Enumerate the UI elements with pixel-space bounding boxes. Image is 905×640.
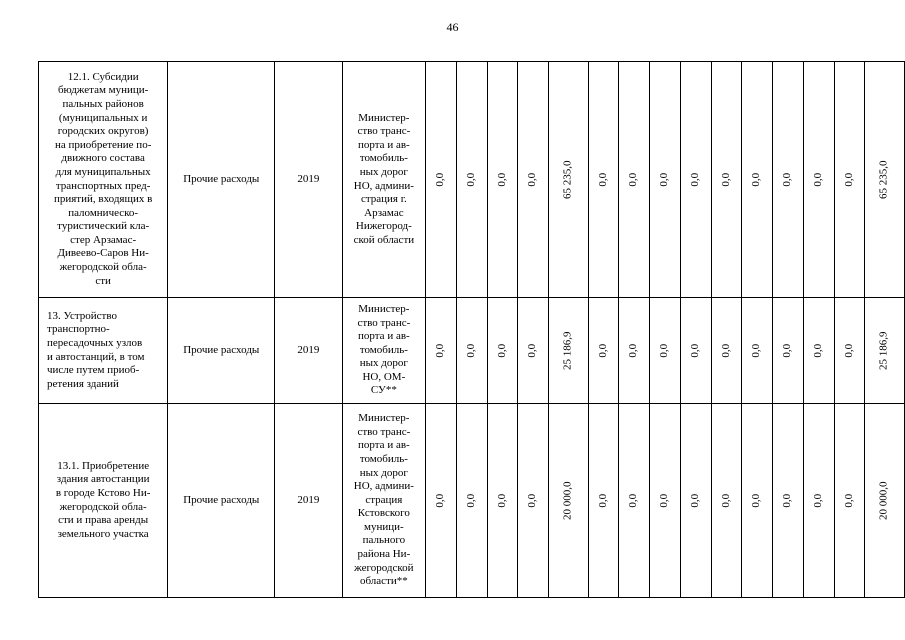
cell-value: 0,0 [619, 404, 650, 598]
responsible-line: ство транс- [357, 316, 411, 329]
name-line: пересадочных узлов [47, 336, 143, 349]
name-line: здания автостанции [56, 473, 150, 486]
cell-total: 25 186,9 [865, 298, 905, 404]
responsible-line: ство транс- [357, 425, 411, 438]
name-line: городских округов) [57, 125, 149, 138]
cell-value: 0,0 [773, 62, 804, 298]
responsible-line: ных дорог [359, 357, 408, 370]
cell-total: 65 235,0 [865, 62, 905, 298]
cell-responsible [342, 62, 426, 298]
cell-value: 0,0 [518, 62, 549, 298]
cell-value: 0,0 [711, 62, 742, 298]
cell-value: 0,0 [680, 62, 711, 298]
cell-name [39, 404, 168, 598]
cell-expense-type: Прочие расходы [168, 298, 275, 404]
cell-value: 0,0 [426, 404, 457, 598]
cell-value: 0,0 [588, 62, 619, 298]
name-line: ретения зданий [47, 377, 119, 390]
cell-value: 0,0 [588, 298, 619, 404]
responsible-line: НО, админи- [353, 480, 414, 493]
responsible-line: ных дорог [359, 165, 408, 178]
name-line: 13.1. Приобретение [57, 459, 150, 472]
cell-name [39, 62, 168, 298]
cell-expense-type: Прочие расходы [168, 404, 275, 598]
responsible-line: ской области [353, 233, 415, 246]
name-line: земельного участка [57, 527, 149, 540]
responsible-line: ство транс- [357, 125, 411, 138]
cell-value: 0,0 [711, 298, 742, 404]
cell-value: 0,0 [834, 298, 865, 404]
responsible-line: Кстовского [357, 507, 410, 520]
name-line: 12.1. Субсидии [67, 70, 139, 83]
cell-year: 2019 [275, 404, 342, 598]
name-line: паломническо- [68, 206, 139, 219]
cell-value: 0,0 [803, 62, 834, 298]
name-line: стер Арзамас- [70, 233, 137, 246]
cell-value: 0,0 [742, 62, 773, 298]
responsible-line: Нижегород- [355, 220, 412, 233]
cell-value: 0,0 [619, 62, 650, 298]
cell-name [39, 298, 168, 404]
table-row [39, 298, 905, 404]
cell-value: 0,0 [487, 298, 518, 404]
cell-total: 20 000,0 [865, 404, 905, 598]
cell-value: 0,0 [803, 298, 834, 404]
cell-value: 0,0 [650, 404, 681, 598]
cell-year: 2019 [275, 298, 342, 404]
name-line: пальных районов [62, 97, 144, 110]
responsible-line: томобиль- [359, 152, 408, 165]
responsible-line: ных дорог [359, 466, 408, 479]
responsible-line: порта и ав- [358, 138, 410, 151]
cell-value: 0,0 [834, 62, 865, 298]
cell-value: 0,0 [456, 298, 487, 404]
cell-year: 2019 [275, 62, 342, 298]
cell-value: 0,0 [518, 404, 549, 598]
cell-value: 0,0 [742, 298, 773, 404]
cell-responsible [342, 404, 426, 598]
cell-value: 0,0 [711, 404, 742, 598]
cell-value: 0,0 [680, 404, 711, 598]
name-line: жегородской обла- [59, 500, 147, 513]
cell-value: 0,0 [456, 62, 487, 298]
table-row [39, 404, 905, 598]
name-line: числе путем приоб- [47, 364, 140, 377]
name-line: для муниципальных [55, 165, 151, 178]
name-line: приятий, входящих в [53, 193, 153, 206]
cell-value: 0,0 [619, 298, 650, 404]
cell-value: 0,0 [487, 62, 518, 298]
cell-value: 65 235,0 [549, 62, 589, 298]
responsible-line: Министер- [358, 302, 410, 315]
responsible-line: Министер- [358, 111, 410, 124]
cell-value: 0,0 [773, 298, 804, 404]
responsible-line: порта и ав- [358, 439, 410, 452]
responsible-line: страция г. [360, 193, 407, 206]
budget-table [38, 61, 905, 598]
name-line: на приобретение по- [54, 138, 152, 151]
responsible-line: порта и ав- [358, 330, 410, 343]
responsible-line: области** [359, 575, 408, 588]
responsible-line: НО, ОМ- [362, 370, 406, 383]
cell-value: 0,0 [680, 298, 711, 404]
responsible-line: томобиль- [359, 343, 408, 356]
name-line: сти [95, 274, 111, 287]
name-line: 13. Устройство [47, 309, 117, 322]
responsible-line: СУ** [370, 384, 397, 397]
cell-responsible [342, 298, 426, 404]
cell-value: 0,0 [834, 404, 865, 598]
name-line: (муниципальных и [58, 111, 148, 124]
page-number: 46 [446, 20, 459, 34]
responsible-line: томобиль- [359, 452, 408, 465]
name-line: туристический кла- [57, 220, 150, 233]
table-row [39, 62, 905, 298]
name-line: жегородской обла- [59, 261, 147, 274]
name-line: и автостанций, в том [47, 350, 145, 363]
responsible-line: НО, админи- [353, 179, 414, 192]
cell-value: 20 000,0 [549, 404, 589, 598]
cell-value: 0,0 [456, 404, 487, 598]
responsible-line: Арзамас [364, 206, 404, 219]
name-line: транспортно- [47, 323, 110, 336]
cell-value: 0,0 [487, 404, 518, 598]
responsible-line: страция [365, 493, 403, 506]
cell-value: 25 186,9 [549, 298, 589, 404]
name-line: движного состава [61, 152, 145, 165]
name-line: Дивеево-Саров Ни- [57, 247, 149, 260]
cell-value: 0,0 [650, 62, 681, 298]
responsible-line: района Ни- [357, 548, 411, 561]
name-line: бюджетам муници- [57, 84, 149, 97]
cell-expense-type: Прочие расходы [168, 62, 275, 298]
cell-value: 0,0 [773, 404, 804, 598]
cell-value: 0,0 [742, 404, 773, 598]
cell-value: 0,0 [803, 404, 834, 598]
responsible-line: жегородской [354, 561, 414, 574]
name-line: транспортных пред- [55, 179, 151, 192]
cell-value: 0,0 [426, 62, 457, 298]
responsible-line: муници- [364, 520, 404, 533]
responsible-line: Министер- [358, 412, 410, 425]
responsible-line: пального [362, 534, 406, 547]
cell-value: 0,0 [426, 298, 457, 404]
name-line: сти и права аренды [58, 514, 149, 527]
cell-value: 0,0 [588, 404, 619, 598]
name-line: в городе Кстово Ни- [55, 486, 151, 499]
cell-value: 0,0 [650, 298, 681, 404]
cell-value: 0,0 [518, 298, 549, 404]
